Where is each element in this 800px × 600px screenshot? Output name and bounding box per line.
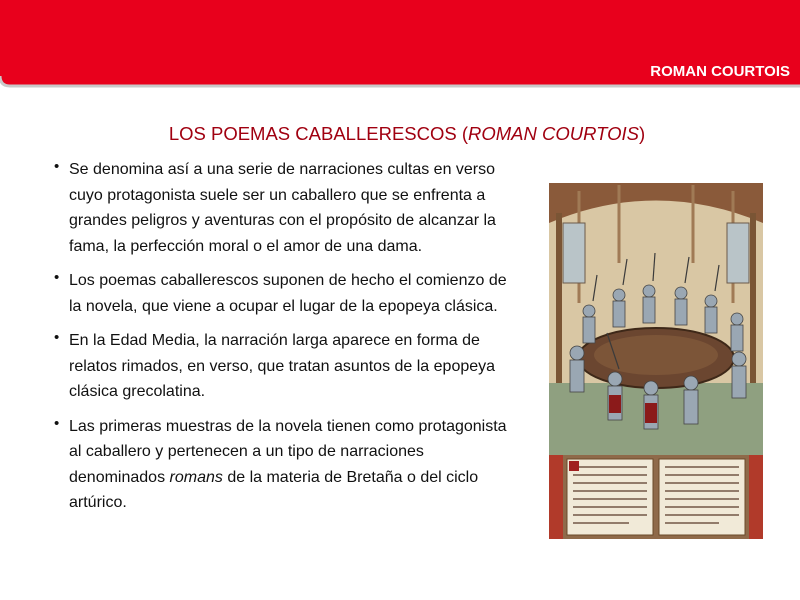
bullet-text-italic: romans [169, 468, 223, 486]
miniature-painting [549, 183, 763, 539]
bullet-item-1 [52, 157, 522, 259]
slide-title [0, 123, 800, 145]
bullet-list [52, 157, 522, 525]
bullet-text: Se denomina así a una serie de narraciones cultas en verso cuyo protagonista suele ser un caballero que se enfrenta a grandes peligros y aventuras con el propósito de alcanzar la fama, la perfección moral o el amor de una dama. [69, 161, 496, 255]
header-label: ROMAN COURTOIS [650, 63, 790, 80]
slide-title-main: LOS POEMAS CABALLERESCOS ( [168, 123, 469, 144]
slide-title-italic: ROMAN COURTOIS [468, 123, 639, 144]
header-banner [0, 0, 800, 90]
bullet-dot-icon: • [54, 414, 60, 432]
bullet-text: En la Edad Media, la narración larga aparece en forma de relatos rimados, en verso, que tratan asuntos de la epopeya clásica grecolatina. [69, 332, 496, 400]
bullet-item-4 [52, 414, 522, 516]
bullet-item-2 [52, 268, 522, 319]
bullet-text: Los poemas caballerescos suponen de hecho el comienzo de la novela, que viene a ocupar el lugar de la epopeya clásica. [69, 272, 507, 315]
bullet-dot-icon: • [54, 158, 60, 175]
bullet-dot-icon: • [54, 269, 60, 286]
slide-title-close: ) [639, 123, 646, 144]
bullet-text-after: de la materia de Bretaña o del ciclo artúrico. [69, 468, 479, 511]
knights-round-table-illustration [549, 183, 763, 539]
bullet-text-before: Las primeras muestras de la novela tienen como protagonista al caballero y pertenecen a un tipo de narraciones denominados [69, 417, 507, 486]
bullet-dot-icon: • [54, 329, 60, 346]
bullet-item-3 [52, 328, 522, 405]
